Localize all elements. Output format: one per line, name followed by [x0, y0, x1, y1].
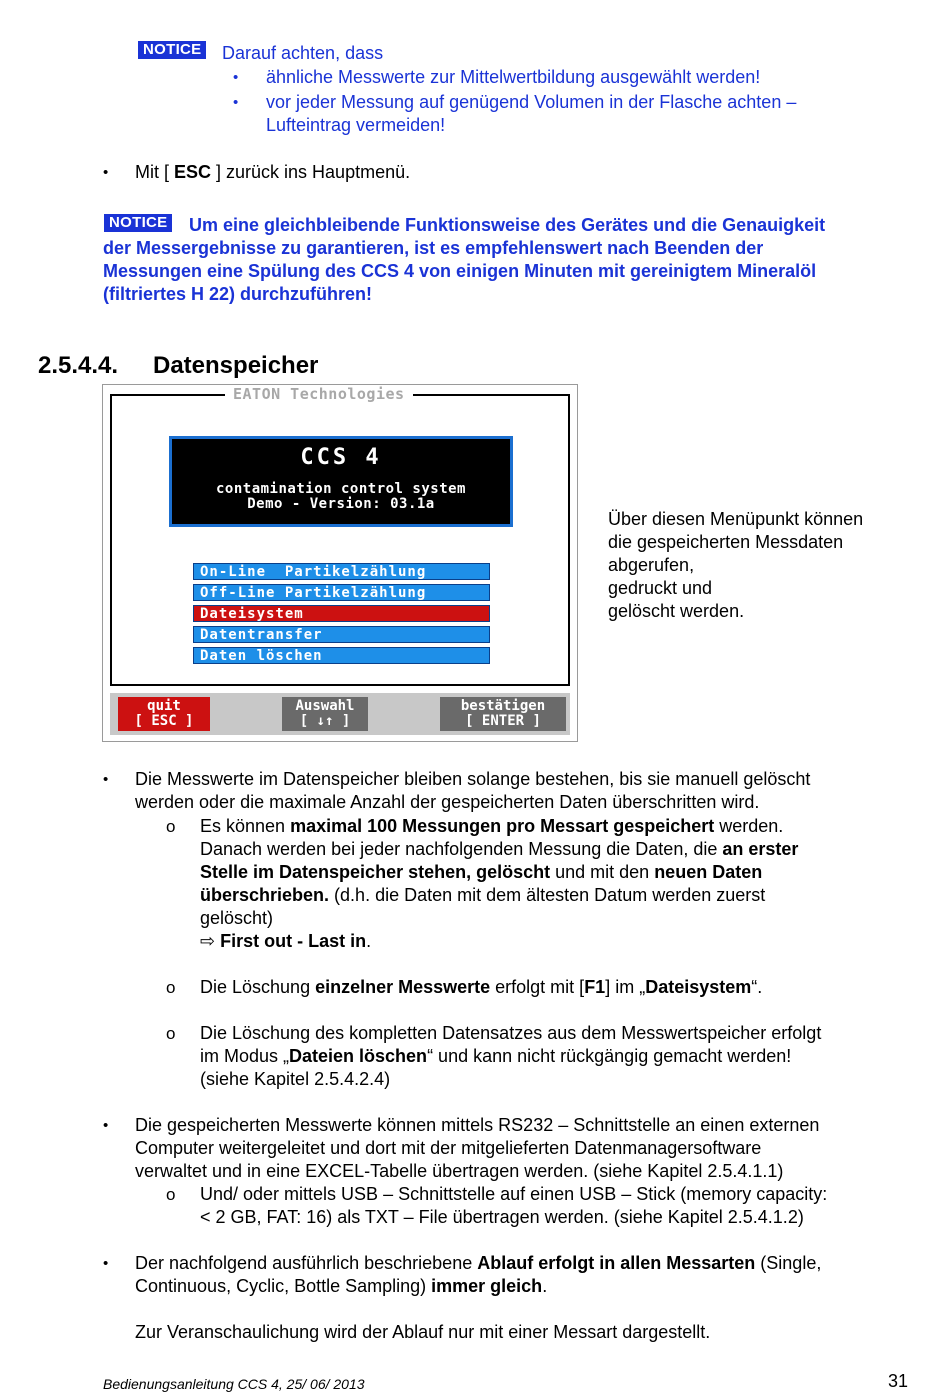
bullet-mark: • [103, 1255, 109, 1272]
menu-item-dateisystem[interactable]: Dateisystem [193, 605, 490, 622]
product-name: CCS 4 [300, 445, 382, 470]
notice-text: Messungen eine Spülung des CCS 4 von einigen Minuten mit gereinigtem Mineralöl [103, 261, 817, 281]
auswahl-button[interactable]: Auswahl [ ↓↑ ] [282, 697, 368, 731]
confirm-button[interactable]: bestätigen [ ENTER ] [440, 697, 566, 731]
product-banner [169, 436, 513, 527]
sub-bullet-mark: o [166, 817, 176, 836]
body-text: Es können maximal 100 Messungen pro Messart gespeichert werden. [200, 816, 784, 836]
sub-bullet-mark: o [166, 1185, 176, 1204]
body-text: überschrieben. (d.h. die Daten mit dem ältesten Datum werden zuerst [200, 885, 766, 905]
body-text: gelöscht) [200, 908, 274, 928]
notice-text: (filtriertes H 22) durchzuführen! [103, 284, 373, 304]
sub-bullet-mark: o [166, 1024, 176, 1043]
bullet-mark: • [103, 1117, 109, 1134]
body-text: ⇨ First out - Last in. [200, 931, 372, 951]
notice-badge: NOTICE [138, 38, 206, 59]
notice-text: Um eine gleichbleibende Funktionsweise des Gerätes und die Genauigkeit [189, 215, 826, 235]
bullet-mark: • [233, 69, 239, 86]
section-title: Datenspeicher [153, 352, 319, 379]
body-text: (siehe Kapitel 2.5.4.2.4) [200, 1069, 391, 1089]
notice-item: vor jeder Messung auf genügend Volumen in der Flasche achten – [266, 92, 797, 112]
screen-frame-title: EATON Technologies [225, 385, 413, 403]
bullet-mark: • [233, 94, 239, 111]
page-number: 31 [888, 1371, 909, 1391]
body-text: im Modus „Dateien löschen“ und kann nicht rückgängig gemacht werden! [200, 1046, 792, 1066]
screen-button-bar [110, 693, 570, 735]
product-subtitle: contamination control system [215, 481, 466, 497]
body-text: < 2 GB, FAT: 16) als TXT – File übertragen werden. (siehe Kapitel 2.5.4.1.2) [200, 1207, 804, 1227]
body-text: Zur Veranschaulichung wird der Ablauf nur mit einer Messart dargestellt. [135, 1322, 711, 1342]
body-text: Die gespeicherten Messwerte können mittels RS232 – Schnittstelle an einen externen [135, 1115, 820, 1135]
screen-menu [193, 563, 490, 668]
body-text: Und/ oder mittels USB – Schnittstelle auf einen USB – Stick (memory capacity: [200, 1184, 828, 1204]
footer-doc-title: Bedienungsanleitung CCS 4, 25/ 06/ 2013 [103, 1376, 365, 1392]
body-text: Der nachfolgend ausführlich beschriebene Ablauf erfolgt in allen Messarten (Single, [135, 1253, 822, 1273]
body-text: Continuous, Cyclic, Bottle Sampling) immer gleich. [135, 1276, 548, 1296]
section-number: 2.5.4.4. [38, 352, 119, 379]
sub-bullet-mark: o [166, 978, 176, 997]
body-text: Die Messwerte im Datenspeicher bleiben solange bestehen, bis sie manuell gelöscht [135, 769, 811, 789]
notice-badge: NOTICE [104, 211, 172, 232]
quit-button[interactable]: quit [ ESC ] [118, 697, 210, 731]
arrow-icon: ⇨ [200, 931, 216, 951]
menu-item-offline[interactable]: Off-Line Partikelzählung [193, 584, 490, 601]
menu-item-datentransfer[interactable]: Datentransfer [193, 626, 490, 643]
side-text: gedruckt und [608, 578, 713, 598]
body-text: Danach werden bei jeder nachfolgenden Messung die Daten, die an erster [200, 839, 799, 859]
body-text: Die Löschung einzelner Messwerte erfolgt mit [F1] im „Dateisystem“. [200, 977, 763, 997]
notice-item: ähnliche Messwerte zur Mittelwertbildung ausgewählt werden! [266, 67, 761, 87]
notice-item: Lufteintrag vermeiden! [266, 115, 446, 135]
menu-item-online[interactable]: On-Line Partikelzählung [193, 563, 490, 580]
side-text: gelöscht werden. [608, 601, 745, 621]
body-text: Die Löschung des kompletten Datensatzes aus dem Messwertspeicher erfolgt [200, 1023, 822, 1043]
body-text: verwaltet und in eine EXCEL-Tabelle übertragen werden. (siehe Kapitel 2.5.4.1.1) [135, 1161, 784, 1181]
body-text: Computer weitergeleitet und dort mit der mitgelieferten Datenmanagersoftware [135, 1138, 762, 1158]
side-text: abgerufen, [608, 555, 695, 575]
side-text: Über diesen Menüpunkt können [608, 509, 864, 529]
body-text: Stelle im Datenspeicher stehen, gelöscht und mit den neuen Daten [200, 862, 763, 882]
side-text: die gespeicherten Messdaten [608, 532, 844, 552]
notice-text: der Messergebnisse zu garantieren, ist es empfehlenswert nach Beenden der [103, 238, 764, 258]
body-text: werden oder die maximale Anzahl der gespeicherten Daten überschritten wird. [135, 792, 760, 812]
bullet-mark: • [103, 164, 109, 181]
esc-instruction: Mit [ ESC ] zurück ins Hauptmenü. [135, 162, 411, 182]
device-screen [102, 384, 578, 742]
menu-item-daten-loeschen[interactable]: Daten löschen [193, 647, 490, 664]
product-version: Demo - Version: 03.1a [247, 496, 435, 512]
notice-intro: Darauf achten, dass [222, 43, 384, 63]
bullet-mark: • [103, 771, 109, 788]
